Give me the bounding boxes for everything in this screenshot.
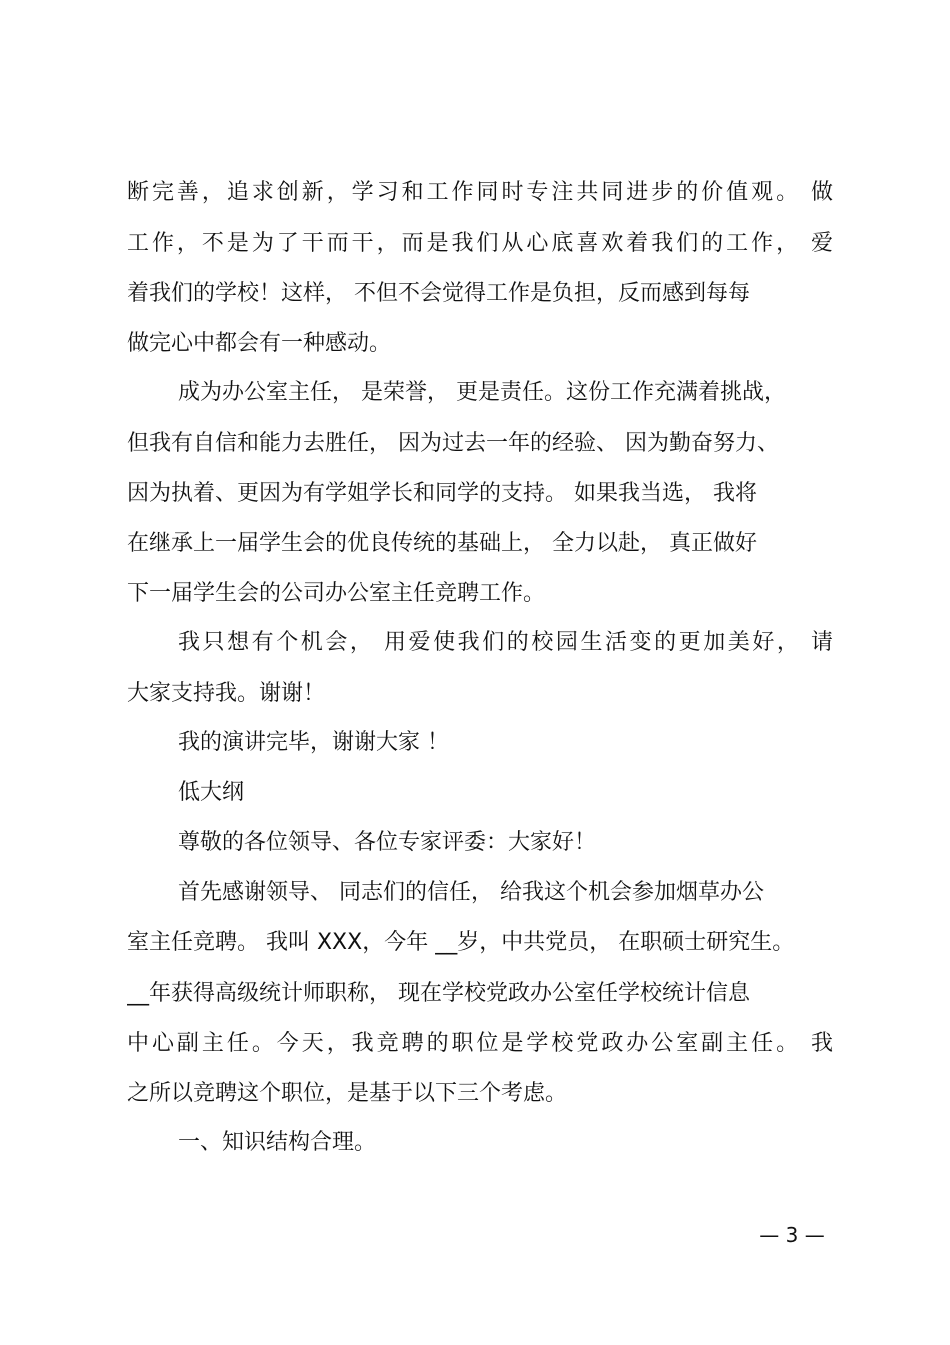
body-line-10: 我只想有个机会， 用爱使我们的校园生活变的更加美好， 请 [178, 630, 833, 655]
body-line-11: 大家支持我。谢谢！ [127, 681, 326, 706]
body-line-12: 我的演讲完毕，谢谢大家 ！ [178, 730, 449, 755]
body-line-6: 但我有自信和能力去胜任， 因为过去一年的经验、 因为勤奋努力、 [127, 431, 779, 456]
body-line-15: 首先感谢领导、 同志们的信任， 给我这个机会参加烟草办公 [178, 880, 764, 905]
body-line-1: 断完善，追求创新，学习和工作同时专注共同进步的价值观。 做 [127, 180, 833, 205]
body-line-2: 工作，不是为了干而干，而是我们从心底喜欢着我们的工作， 爱 [127, 231, 833, 256]
body-line-7: 因为执着、更因为有学姐学长和同学的支持。 如果我当选， 我将 [127, 481, 757, 506]
body-line-17: __年获得高级统计师职称， 现在学校党政办公室任学校统计信息 [127, 981, 750, 1006]
salutation-line: 尊敬的各位领导、各位专家评委：大家好！ [178, 830, 597, 855]
list-heading-1: 一、知识结构合理。 [178, 1130, 377, 1155]
body-line-19: 之所以竞聘这个职位，是基于以下三个考虑。 [127, 1081, 568, 1106]
body-line-4: 做完心中都会有一种感动。 [127, 331, 392, 356]
body-line-5: 成为办公室主任， 是荣誉， 更是责任。这份工作充满着挑战， [178, 380, 786, 405]
body-line-8: 在继承上一届学生会的优良传统的基础上， 全力以赴， 真正做好 [127, 531, 757, 556]
body-line-3: 着我们的学校！这样， 不但不会觉得工作是负担，反而感到每每 [127, 281, 750, 306]
section-heading: 低大纲 [178, 780, 245, 805]
body-line-9: 下一届学生会的公司办公室主任竞聘工作。 [127, 581, 546, 606]
body-line-18: 中心副主任。今天，我竞聘的职位是学校党政办公室副主任。 我 [127, 1031, 833, 1056]
body-line-16: 室主任竞聘。 我叫 XXX，今年 __岁，中共党员， 在职硕士研究生。 [127, 930, 795, 955]
page-number: — 3 — [759, 1223, 825, 1247]
